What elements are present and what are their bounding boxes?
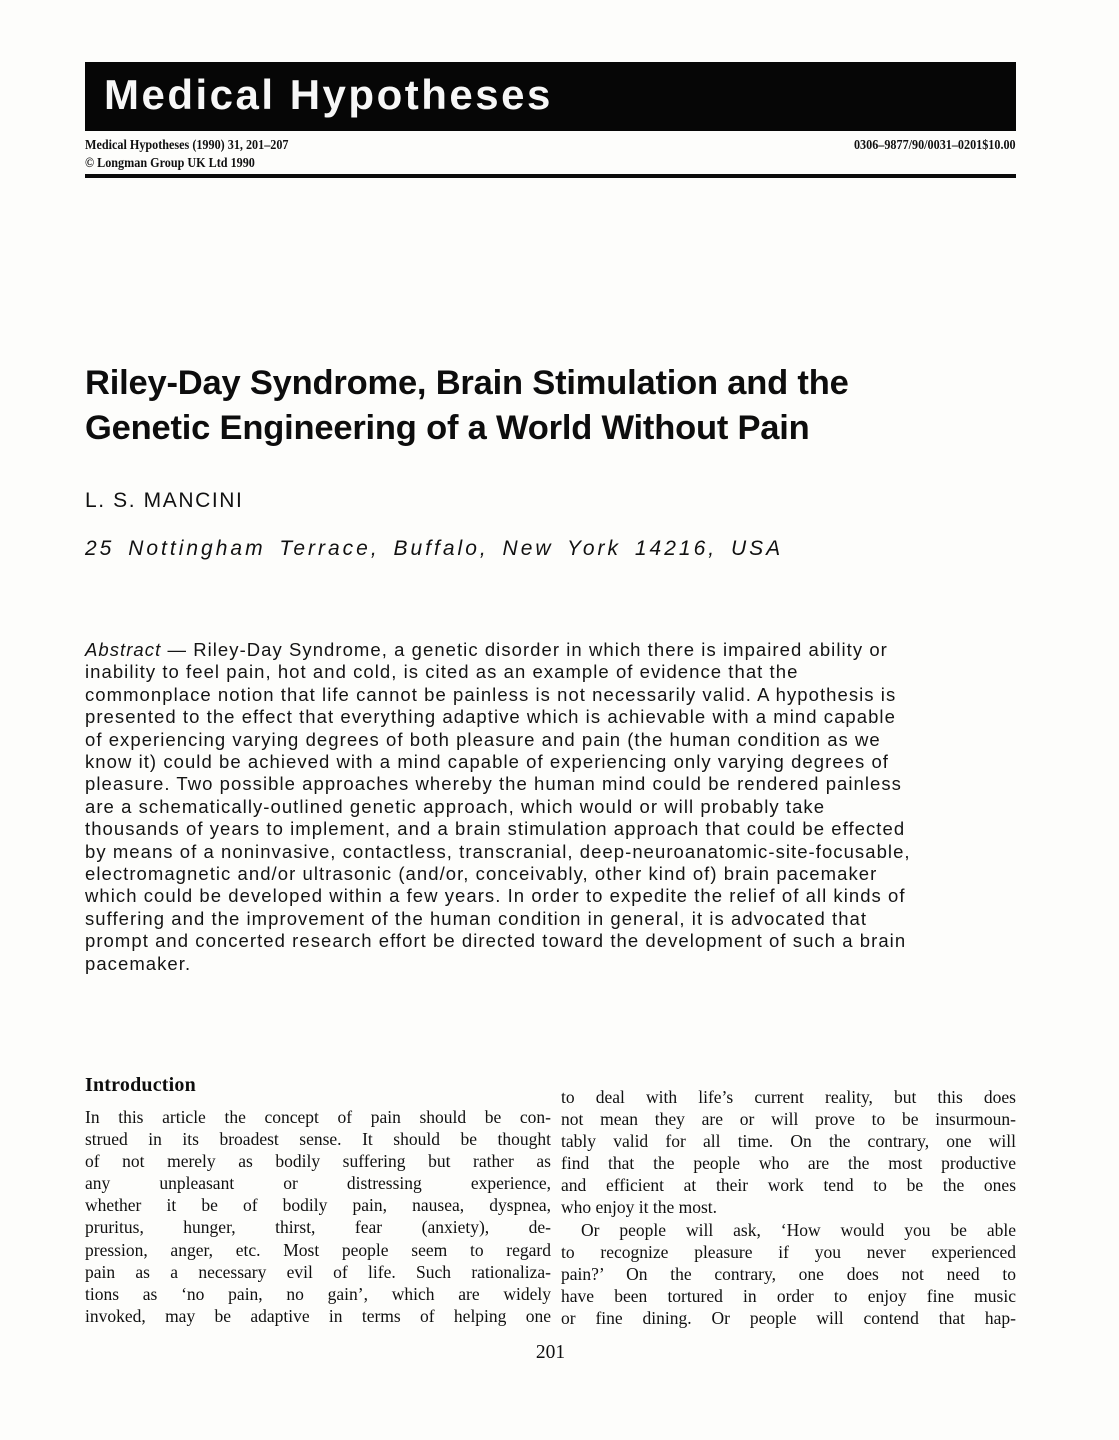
body-text-line: whether it be of bodily pain, nausea, dyspnea, — [85, 1195, 551, 1216]
abstract-line: by means of a noninvasive, contactless, transcranial, deep-neuroanatomic-site-focusable, — [85, 840, 911, 862]
copyright-line: © Longman Group UK Ltd 1990 — [85, 154, 255, 170]
journal-banner — [85, 62, 1016, 131]
body-text-line: strued in its broadest sense. It should be thought — [85, 1129, 551, 1150]
abstract-first-line-rest: — Riley-Day Syndrome, a genetic disorder in which there is impaired ability or — [161, 639, 888, 660]
author-name: L. S. MANCINI — [85, 489, 244, 512]
abstract-line: presented to the effect that everything adaptive which is achievable with a mind capable — [85, 706, 896, 728]
body-text-line: or fine dining. Or people will contend that hap- — [561, 1307, 1016, 1328]
body-text-line: pain as a necessary evil of life. Such rationaliza- — [85, 1261, 551, 1282]
abstract-line: commonplace notion that life cannot be painless is not necessarily valid. A hypothesis is — [85, 683, 897, 705]
body-text-line: pain?’ On the contrary, one does not need to — [561, 1263, 1016, 1284]
article-title-line: Genetic Engineering of a World Without Pain — [85, 409, 810, 447]
page-number: 201 — [535, 1342, 566, 1363]
body-text-line: invoked, may be adaptive in terms of helping one — [85, 1305, 551, 1326]
abstract-block — [85, 639, 1075, 975]
body-text-line: any unpleasant or distressing experience, — [85, 1173, 551, 1194]
abstract-line: thousands of years to implement, and a brain stimulation approach that could be effected — [85, 818, 906, 840]
body-text-line: to recognize pleasure if you never experienced — [561, 1241, 1016, 1262]
abstract-line: of experiencing varying degrees of both pleasure and pain (the human condition as we — [85, 728, 881, 750]
abstract-first-line — [85, 639, 1075, 661]
abstract-line: suffering and the improvement of the human condition in general, it is advocated that — [85, 907, 868, 929]
body-text-line: who enjoy it the most. — [561, 1197, 718, 1218]
article-title-line: Riley-Day Syndrome, Brain Stimulation and the — [85, 364, 849, 402]
body-text-line: tably valid for all time. On the contrary, one will — [561, 1131, 1016, 1152]
right-column — [561, 1073, 1016, 1329]
abstract-line: know it) could be achieved with a mind capable of experiencing only varying degrees of — [85, 751, 889, 773]
divider-rule — [85, 174, 1016, 178]
abstract-line: inability to feel pain, hot and cold, is cited as an example of evidence that the — [85, 661, 799, 683]
body-text-line: tions as ‘no pain, no gain’, which are widely — [85, 1283, 551, 1304]
abstract-label: Abstract — [85, 639, 162, 660]
abstract-line: electromagnetic and/or ultrasonic (and/or, conceivably, other kind of) brain pacemaker — [85, 863, 878, 885]
journal-banner-title: Medical Hypotheses — [104, 71, 553, 118]
body-text-line: to deal with life’s current reality, but this does — [561, 1087, 1016, 1107]
abstract-lines — [85, 661, 1075, 975]
body-text-line: not mean they are or will prove to be insurmoun- — [561, 1109, 1016, 1130]
body-text-line: have been tortured in order to enjoy fine music — [561, 1285, 1016, 1306]
article-title — [85, 361, 1065, 451]
body-columns — [85, 1073, 1016, 1329]
body-text-line: find that the people who are the most productive — [561, 1153, 1016, 1174]
body-text-line: pression, anger, etc. Most people seem to regard — [85, 1239, 551, 1260]
body-text-line: In this article the concept of pain should be con- — [85, 1107, 551, 1127]
abstract-line: are a schematically-outlined genetic approach, which would or will probably take — [85, 795, 826, 817]
abstract-line: pacemaker. — [85, 952, 192, 974]
citation-line: Medical Hypotheses (1990) 31, 201–207 — [85, 137, 289, 152]
body-text-line: of not merely as bodily suffering but rather as — [85, 1151, 551, 1172]
body-text-line: pruritus, hunger, thirst, fear (anxiety), de- — [85, 1217, 551, 1238]
author-address: 25 Nottingham Terrace, Buffalo, New York 14216, USA — [85, 537, 784, 560]
citation-block — [85, 136, 288, 171]
abstract-line: prompt and concerted research effort be directed toward the development of such a brain — [85, 930, 907, 952]
abstract-line: which could be developed within a few years. In order to expedite the relief of all kinds of — [85, 885, 906, 907]
section-heading: Introduction — [85, 1074, 196, 1096]
left-column-lines — [85, 1106, 551, 1327]
right-column-lines — [561, 1086, 1016, 1329]
left-column — [85, 1073, 551, 1329]
citation-row — [85, 136, 1016, 171]
abstract-line: pleasure. Two possible approaches whereby the human mind could be rendered painless — [85, 773, 902, 795]
issn-price-code: 0306–9877/90/0031–0201$10.00 — [854, 137, 1016, 152]
body-text-line: Or people will ask, ‘How would you be able — [581, 1219, 1016, 1240]
body-text-line: and efficient at their work tend to be the ones — [561, 1175, 1016, 1196]
